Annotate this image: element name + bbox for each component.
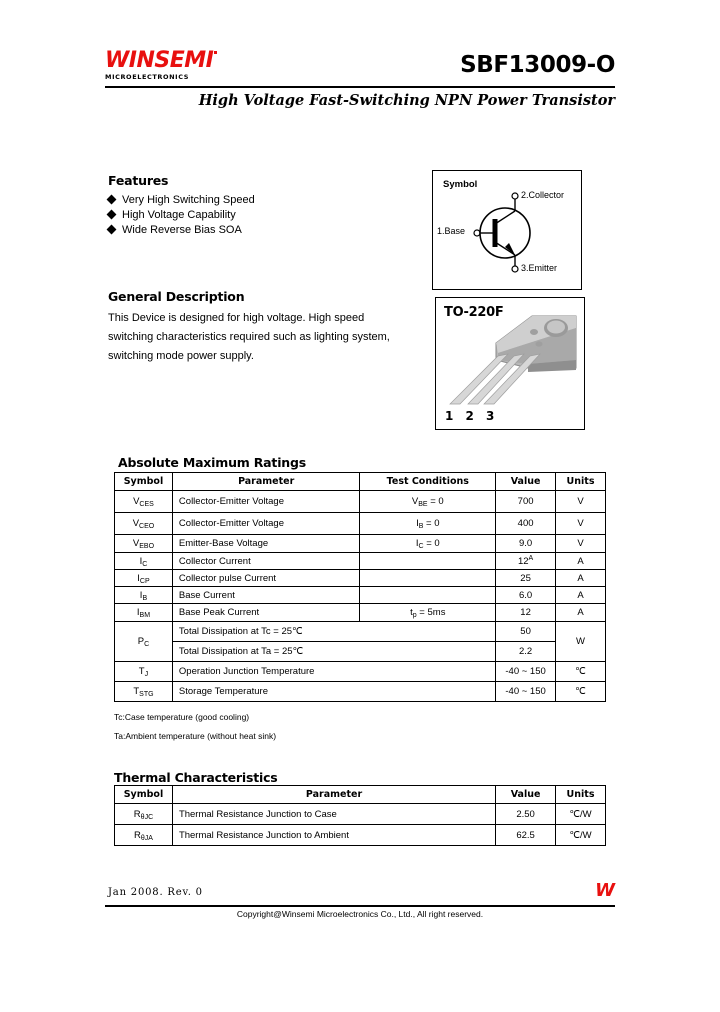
table-header-row [115, 786, 606, 804]
cell-parameter: Collector-Emitter Voltage [172, 491, 360, 513]
cell-parameter: Emitter-Base Voltage [172, 535, 360, 553]
general-description-line: switching mode power supply. [108, 350, 254, 362]
cell-value: -40 ~ 150 [496, 682, 556, 702]
cell-value: 9.0 [496, 535, 556, 553]
col-value: Value [496, 786, 556, 804]
cell-symbol: $R_{\theta JA}$ [115, 825, 173, 846]
cell-value: 2.2 [496, 642, 556, 662]
symbol-emitter-label: 3.Emitter [521, 263, 558, 273]
table-row [115, 622, 606, 642]
cell-test-condition [360, 587, 496, 604]
table-row [115, 662, 606, 682]
col-units: Units [556, 473, 606, 491]
cell-value: 400 [496, 513, 556, 535]
cell-units: A [556, 604, 606, 622]
col-value: Value [496, 473, 556, 491]
cell-symbol: $I_B$ [115, 587, 173, 604]
cell-symbol: $I_C$ [115, 553, 173, 570]
cell-parameter: Base Current [172, 587, 360, 604]
cell-units: W [556, 622, 606, 662]
cell-parameter: Collector Current [172, 553, 360, 570]
cell-units: ℃ [556, 682, 606, 702]
cell-parameter: Collector-Emitter Voltage [172, 513, 360, 535]
general-description-line: switching characteristics required such as lighting system, [108, 331, 390, 343]
cell-units: A [556, 587, 606, 604]
table-row [115, 825, 606, 846]
col-symbol: Symbol [115, 473, 173, 491]
feature-label: Wide Reverse Bias SOA [122, 224, 242, 236]
cell-value: 50 [496, 622, 556, 642]
cell-units: ℃/W [556, 804, 606, 825]
cell-test-condition: $I_B = 0$ [360, 513, 496, 535]
bullet-diamond-icon [107, 210, 117, 220]
cell-symbol: $T_{STG}$ [115, 682, 173, 702]
col-parameter: Parameter [172, 786, 495, 804]
note-case-temperature: Tc:Case temperature (good cooling) [114, 712, 250, 722]
cell-units: A [556, 553, 606, 570]
cell-parameter: Thermal Resistance Junction to Case [172, 804, 495, 825]
cell-value: 25 [496, 570, 556, 587]
package-pin-numbers: 1 2 3 [445, 409, 499, 423]
symbol-base-label: 1.Base [437, 226, 466, 236]
table-row [115, 513, 606, 535]
table-row [115, 491, 606, 513]
cell-units: V [556, 491, 606, 513]
cell-parameter: Total Dissipation at Tc = 25℃ [172, 622, 495, 642]
winsemi-logo [105, 50, 217, 81]
cell-symbol: $P_C$ [115, 622, 173, 662]
col-parameter: Parameter [172, 473, 360, 491]
cell-value: 2.50 [496, 804, 556, 825]
cell-symbol: $T_J$ [115, 662, 173, 682]
cell-units: V [556, 535, 606, 553]
cell-value: 6.0 [496, 587, 556, 604]
col-test-conditions: Test Conditions [360, 473, 496, 491]
cell-symbol: $V_{CEO}$ [115, 513, 173, 535]
feature-item [108, 223, 408, 238]
cell-parameter: Storage Temperature [172, 682, 495, 702]
copyright-text: Copyright@Winsemi Microelectronics Co., Ltd., All right reserved. [236, 909, 484, 919]
cell-parameter: Collector pulse Current [172, 570, 360, 587]
cell-value: 700 [496, 491, 556, 513]
features-section [108, 173, 408, 238]
cell-test-condition: $V_{BE} = 0$ [360, 491, 496, 513]
table-row [115, 804, 606, 825]
table-row [115, 682, 606, 702]
cell-test-condition [360, 553, 496, 570]
cell-parameter: Thermal Resistance Junction to Ambient [172, 825, 495, 846]
abs-max-ratings-title: Absolute Maximum Ratings [118, 455, 306, 470]
footer-logo: W [595, 880, 615, 901]
cell-test-condition: $I_C = 0$ [360, 535, 496, 553]
feature-item [108, 208, 408, 223]
feature-label: Very High Switching Speed [122, 194, 255, 206]
bullet-diamond-icon [107, 195, 117, 205]
cell-value: -40 ~ 150 [496, 662, 556, 682]
abs-max-ratings-table [114, 472, 606, 702]
part-number: SBF13009-O [460, 52, 615, 78]
bullet-diamond-icon [107, 225, 117, 235]
col-units: Units [556, 786, 606, 804]
cell-value: 12 [496, 604, 556, 622]
table-row [115, 604, 606, 622]
feature-item [108, 193, 408, 208]
cell-units: ℃/W [556, 825, 606, 846]
general-description-heading: General Description [108, 289, 245, 304]
logo-wordmark: WINSEMI [105, 50, 217, 72]
thermal-characteristics-table [114, 785, 606, 846]
footer-divider [105, 905, 615, 907]
revision-text: Jan 2008. Rev. 0 [108, 887, 203, 898]
package-label: TO-220F [444, 305, 504, 320]
symbol-box-title: Symbol [443, 179, 478, 190]
document-subtitle: High Voltage Fast-Switching NPN Power Transistor [198, 92, 615, 109]
logo-subtext: MICROELECTRONICS [105, 73, 189, 81]
table-row [115, 553, 606, 570]
cell-parameter: Base Peak Current [172, 604, 360, 622]
header-divider [105, 86, 615, 88]
cell-symbol: $V_{CES}$ [115, 491, 173, 513]
cell-symbol: $I_{BM}$ [115, 604, 173, 622]
table-row [115, 535, 606, 553]
cell-symbol: $R_{\theta JC}$ [115, 804, 173, 825]
cell-test-condition: $t_p = 5ms$ [360, 604, 496, 622]
cell-symbol: $I_{CP}$ [115, 570, 173, 587]
page-header [105, 50, 615, 90]
table-header-row [115, 473, 606, 491]
cell-parameter: Operation Junction Temperature [172, 662, 495, 682]
symbol-diagram-box [432, 170, 582, 290]
general-description-line: This Device is designed for high voltage. High speed [108, 312, 365, 324]
cell-test-condition [360, 570, 496, 587]
package-photo-box [435, 297, 585, 430]
table-row [115, 587, 606, 604]
note-ambient-temperature: Ta:Ambient temperature (without heat sink) [114, 731, 277, 741]
features-heading: Features [108, 173, 169, 188]
cell-units: A [556, 570, 606, 587]
col-symbol: Symbol [115, 786, 173, 804]
logo-dot-icon [214, 51, 217, 54]
symbol-collector-label: 2.Collector [521, 190, 565, 200]
cell-parameter: Total Dissipation at Ta = 25℃ [172, 642, 495, 662]
table-row [115, 642, 606, 662]
general-description-section [108, 289, 408, 366]
thermal-characteristics-title: Thermal Characteristics [114, 770, 278, 785]
cell-units: ℃ [556, 662, 606, 682]
feature-label: High Voltage Capability [122, 209, 236, 221]
cell-units: V [556, 513, 606, 535]
table-row [115, 570, 606, 587]
cell-value: $12^A$ [496, 553, 556, 570]
cell-symbol: $V_{EBO}$ [115, 535, 173, 553]
cell-value: 62.5 [496, 825, 556, 846]
